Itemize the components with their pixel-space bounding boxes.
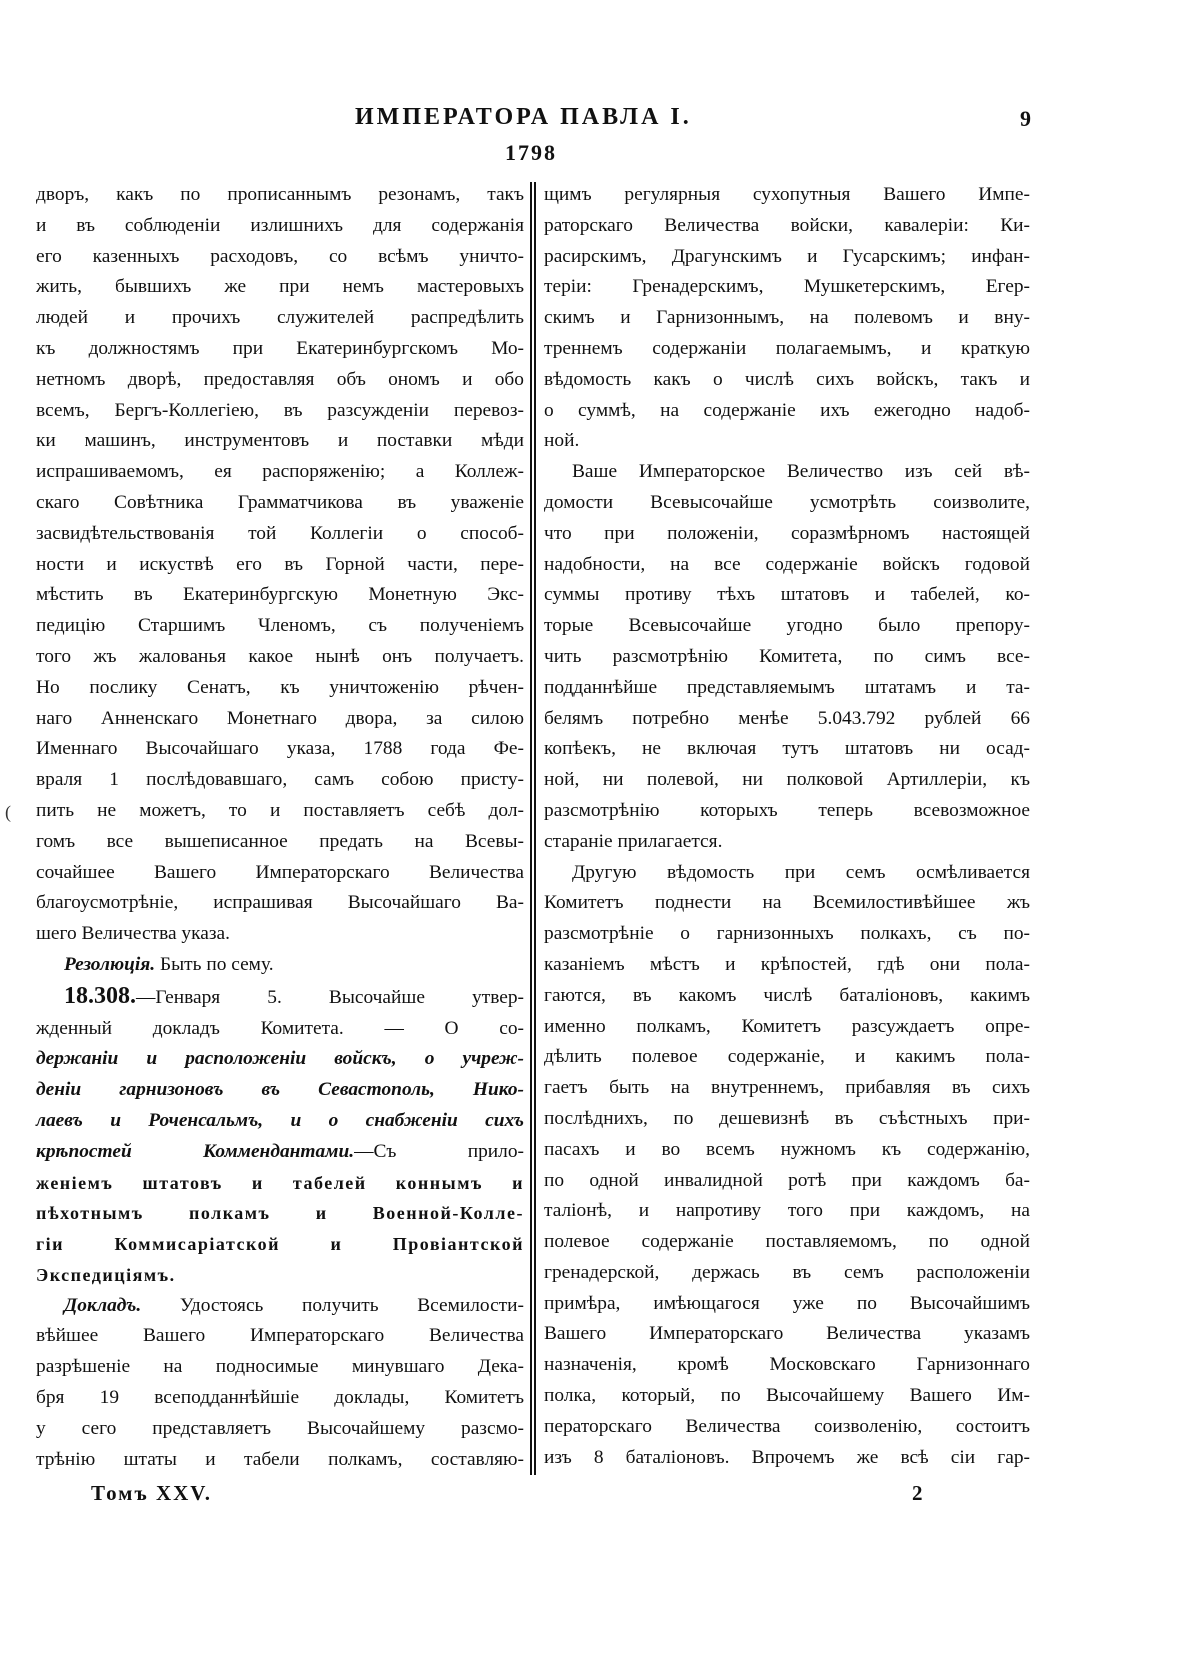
line-text: скаго Совѣтника Грамматчикова въ уваженіе (36, 491, 524, 513)
line-text: казаніемъ мѣстъ и крѣпостей, гдѣ они пола- (544, 953, 1030, 975)
line-text: пить не можетъ, то и поставляетъ себѣ дол- (36, 799, 524, 821)
line-text: дворъ, какъ по прописаннымъ резонамъ, такъ (36, 184, 524, 205)
text-line (544, 1042, 1030, 1073)
line-text: Другую вѣдомость при семъ осмѣливается (572, 861, 1030, 883)
text-line (36, 242, 524, 273)
text-line (544, 519, 1030, 550)
text-line (36, 180, 524, 211)
line-text: Но послику Сенатъ, къ уничтоженію рѣчен- (36, 676, 524, 698)
text-line (544, 1227, 1030, 1258)
text-line (36, 673, 524, 704)
line-text: дѣлить полевое содержаніе, и какимъ пола- (544, 1046, 1030, 1068)
text-line (36, 642, 524, 673)
text-line (36, 734, 524, 765)
running-head (0, 104, 1200, 134)
line-text: наго Анненскаго Монетнаго двора, за силою (36, 707, 524, 729)
line-text: примѣра, имѣющагося уже по Высочайшимъ (544, 1292, 1030, 1314)
signature-mark: 2 (912, 1481, 923, 1506)
text-line (36, 796, 524, 827)
text-line (544, 704, 1030, 735)
line-lead: Докладъ. (64, 1294, 142, 1316)
text-line (36, 950, 524, 981)
line-text: раторскаго Величества войски, кавалеріи: Ки- (544, 214, 1030, 236)
line-text: мѣстить въ Екатеринбургскую Монетную Экс- (36, 584, 524, 606)
right-column (536, 180, 1030, 1473)
line-text: держаніи и расположеніи войскъ, о учреж- (36, 1048, 524, 1070)
text-line (544, 827, 1030, 858)
line-text: гренадерской, держась въ семъ расположеніи (544, 1261, 1030, 1283)
line-text: гомъ все вышеписанное предать на Всевы- (36, 830, 524, 852)
line-text: подданнѣйше представляемымъ штатамъ и та- (544, 676, 1030, 698)
line-text: его казенныхъ расходовъ, со всѣмъ уничто- (36, 245, 524, 267)
text-line (36, 211, 524, 242)
line-text: благоусмотрѣніе, испрашивая Высочайшаго Ва- (36, 892, 524, 914)
line-lead: 18.308. (64, 982, 136, 1009)
text-line (544, 1412, 1030, 1443)
text-line (36, 272, 524, 303)
line-text: жить, бывшихъ же при немъ мастеровыхъ (36, 276, 524, 298)
line-text: —Генваря 5. Высочайше утвер- (136, 986, 524, 1008)
line-text: гаетъ быть на внутреннемъ, прибавляя въ сихъ (544, 1077, 1030, 1099)
line-text: чить разсмотрѣнію Комитета, по симъ все- (544, 645, 1030, 667)
line-text: разрѣшеніе на подносимые минувшаго Дека- (36, 1356, 524, 1378)
line-text: бря 19 всеподданнѣйшіе доклады, Комитетъ (36, 1387, 524, 1409)
line-text: лаевъ и Роченсальмъ, и о снабженіи сихъ (36, 1109, 524, 1131)
text-line (36, 704, 524, 735)
text-body (36, 180, 1036, 1515)
line-text: нетномъ дворѣ, предоставляя объ ономъ и обо (36, 368, 524, 390)
text-line (36, 550, 524, 581)
text-line (544, 211, 1030, 242)
line-text: ператорскаго Величества соизволенію, состоитъ (544, 1415, 1030, 1437)
line-text: къ должностямъ при Екатеринбургскомъ Мо- (36, 337, 524, 359)
text-line (544, 1289, 1030, 1320)
text-line (544, 272, 1030, 303)
line-text: послѣднихъ, по дешевизнѣ въ съѣстныхъ при- (544, 1107, 1030, 1129)
text-line (36, 303, 524, 334)
line-text: пѣхотнымъ полкамъ и Военной-Колле- (36, 1203, 524, 1224)
line-text: Именнаго Высочайшаго указа, 1788 года Фе- (36, 738, 524, 760)
text-line (36, 1229, 524, 1260)
line-text: копѣекъ, не включая тутъ штатовъ ни осад- (544, 738, 1030, 760)
line-text: ной, ни полевой, ни полковой Артиллеріи, къ (544, 769, 1030, 791)
text-line (544, 426, 1030, 457)
line-text: суммы противу тѣхъ штатовъ и табелей, ко- (544, 584, 1030, 606)
text-line (36, 1168, 524, 1199)
text-line (36, 1137, 524, 1168)
text-line (544, 1196, 1030, 1227)
line-text: что при положеніи, соразмѣрномъ настоящей (544, 522, 1030, 544)
line-text: враля 1 послѣдовавшаго, самъ собою присту- (36, 769, 524, 791)
text-line (544, 611, 1030, 642)
line-text: деніи гарнизоновъ въ Севастополь, Нико- (36, 1079, 524, 1101)
text-line (36, 1383, 524, 1414)
text-line (544, 396, 1030, 427)
line-text: разсмотрѣніе о гарнизонныхъ полкахъ, съ по- (544, 923, 1030, 945)
line-text: изъ 8 баталіоновъ. Впрочемъ же всѣ сіи гар- (544, 1446, 1030, 1468)
line-text: таліонѣ, и напротиву того при каждомъ, на (544, 1200, 1030, 1222)
page-footer (36, 1481, 1036, 1515)
text-line (544, 919, 1030, 950)
line-text: женіемъ штатовъ и табелей коннымъ и (36, 1172, 524, 1193)
text-line (36, 488, 524, 519)
text-line (36, 1198, 524, 1229)
line-text: торые Всевысочайше угодно было препору- (544, 615, 1030, 637)
text-line (544, 1135, 1030, 1166)
line-text: по одной инвалидной ротѣ при каждомъ ба- (544, 1169, 1030, 1191)
text-line (544, 580, 1030, 611)
line-text: домости Всевысочайше усмотрѣть соизволите, (544, 491, 1030, 513)
line-text: вѣйшее Вашего Императорскаго Величества (36, 1325, 524, 1347)
text-line (544, 457, 1030, 488)
line-text: щимъ регулярныя сухопутныя Вашего Импе- (544, 184, 1030, 205)
line-text: именно полкамъ, Комитетъ разсуждаетъ опре- (544, 1015, 1030, 1037)
text-line (36, 1075, 524, 1106)
text-line (544, 365, 1030, 396)
text-line (544, 888, 1030, 919)
line-text: назначенія, кромѣ Московскаго Гарнизоннаго (544, 1354, 1030, 1376)
line-text: белямъ потребно менѣе 5.043.792 рублей 66 (544, 707, 1030, 729)
text-line (36, 765, 524, 796)
text-line (544, 303, 1030, 334)
text-line (36, 396, 524, 427)
line-text: жденный докладъ Комитета. — О со- (36, 1017, 524, 1039)
line-text: Комитетъ поднести на Всемилостивѣйшее жъ (544, 892, 1030, 914)
text-line (36, 1044, 524, 1075)
line-text: Вашего Императорскаго Величества указамъ (544, 1323, 1030, 1345)
year-heading: 1798 (505, 140, 557, 165)
text-line (36, 365, 524, 396)
line-text: шего Величества указа. (36, 923, 230, 945)
text-line (544, 488, 1030, 519)
line-lead: Резолюція. (64, 953, 156, 975)
text-line (544, 858, 1030, 889)
margin-mark: ( (5, 802, 11, 822)
text-line (544, 1258, 1030, 1289)
line-text: испрашиваемомъ, ея распоряженію; а Коллеж- (36, 461, 524, 483)
text-line (36, 1445, 524, 1476)
text-line (544, 734, 1030, 765)
line-text: Ваше Императорское Величество изъ сей вѣ- (572, 461, 1030, 483)
line-text: скимъ и Гарнизоннымъ, на полевомъ и вну- (544, 307, 1030, 329)
text-line (544, 642, 1030, 673)
text-line (544, 1319, 1030, 1350)
line-text: теріи: Гренадерскимъ, Мушкетерскимъ, Егер- (544, 276, 1030, 298)
line-text: —Съ прило- (354, 1140, 524, 1162)
text-line (36, 858, 524, 889)
text-line (36, 1260, 524, 1291)
line-text: расирскимъ, Драгунскимъ и Гусарскимъ; инфан- (544, 245, 1030, 267)
line-text: засвидѣтельствованія той Коллегіи о способ- (36, 522, 524, 544)
line-text: сочайшее Вашего Императорскаго Величества (36, 861, 524, 883)
text-line (544, 180, 1030, 211)
line-text: у сего представляетъ Высочайшему разсмо- (36, 1417, 524, 1439)
line-text: Экспедиціямъ. (36, 1264, 176, 1285)
text-line (544, 981, 1030, 1012)
text-line (36, 981, 524, 1014)
text-line (544, 242, 1030, 273)
text-line (36, 1106, 524, 1137)
text-line (544, 796, 1030, 827)
line-text: стараніе прилагается. (544, 830, 723, 852)
text-line (544, 765, 1030, 796)
text-line (36, 457, 524, 488)
line-text: разсмотрѣнію которыхъ теперь всевозможное (544, 799, 1030, 821)
text-line (36, 1321, 524, 1352)
page-number: 9 (1020, 106, 1031, 131)
text-line (544, 550, 1030, 581)
line-text: гаются, въ какомъ числѣ баталіоновъ, какимъ (544, 984, 1030, 1006)
line-text: ки машинъ, инструментовъ и поставки мѣди (36, 430, 524, 452)
text-line (36, 426, 524, 457)
volume-label: Томъ XXV. (91, 1481, 213, 1506)
line-text: ной. (544, 430, 580, 452)
text-line (36, 1291, 524, 1322)
text-line (544, 1073, 1030, 1104)
text-line (544, 1166, 1030, 1197)
text-line (36, 1014, 524, 1045)
text-line (544, 1012, 1030, 1043)
text-line (36, 827, 524, 858)
text-line (544, 334, 1030, 365)
line-text: треннемъ содержаніи полагаемымъ, и краткую (544, 337, 1030, 359)
text-line (36, 519, 524, 550)
text-line (544, 1350, 1030, 1381)
line-text: надобности, на все содержаніе войскъ годовой (544, 553, 1030, 575)
line-text: Быть по сему. (155, 953, 274, 975)
text-line (36, 1352, 524, 1383)
line-text: людей и прочихъ служителей распредѣлить (36, 307, 524, 329)
text-line (36, 580, 524, 611)
line-text: о суммѣ, на содержаніе ихъ ежегодно надоб- (544, 399, 1030, 421)
text-line (544, 1104, 1030, 1135)
text-line (36, 1414, 524, 1445)
text-line (544, 673, 1030, 704)
line-text: пасахъ и во всемъ нужномъ къ содержанію, (544, 1138, 1030, 1160)
text-line (36, 334, 524, 365)
line-text: того жъ жалованья какое нынѣ онъ получаетъ. (36, 645, 524, 667)
line-text: и въ соблюденіи излишнихъ для содержанія (36, 214, 524, 236)
line-text: полевое содержаніе поставляемомъ, по одной (544, 1231, 1030, 1253)
text-line (36, 611, 524, 642)
line-text: всемъ, Бергъ-Коллегіею, въ разсужденіи перевоз- (36, 399, 524, 421)
line-text: педицію Старшимъ Членомъ, съ полученіемъ (36, 615, 524, 637)
line-text: трѣнію штаты и табели полкамъ, составляю- (36, 1448, 524, 1470)
left-column (36, 180, 530, 1475)
line-text: полка, который, по Высочайшему Вашего Им- (544, 1385, 1030, 1407)
text-line (36, 919, 524, 950)
text-line (544, 1381, 1030, 1412)
line-text: ности и искуствѣ его въ Горной части, пере- (36, 553, 524, 575)
columns (36, 180, 1036, 1475)
text-line (544, 950, 1030, 981)
running-title: ИМПЕРАТОРА ПАВЛА I. (355, 104, 692, 130)
line-lead: крѣпостей Коммендантами. (36, 1140, 355, 1162)
line-text: гіи Коммисаріатской и Провіантской (36, 1234, 524, 1255)
text-line (36, 888, 524, 919)
text-line (544, 1443, 1030, 1474)
line-text: вѣдомость какъ о числѣ сихъ войскъ, такъ и (544, 368, 1030, 390)
line-text: Удостоясь получить Всемилости- (141, 1294, 524, 1316)
